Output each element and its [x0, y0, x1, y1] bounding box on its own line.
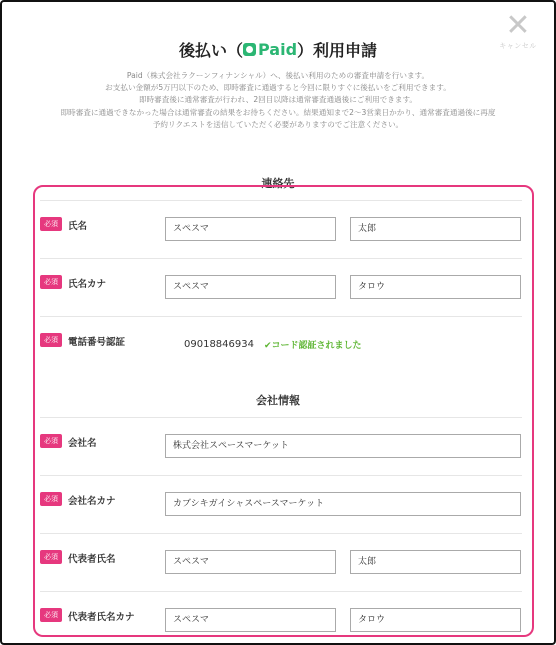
- form-row-name-kana: [40, 258, 522, 316]
- title-prefix: 後払い（: [178, 41, 243, 60]
- title-suffix: ）利用申請: [297, 41, 378, 60]
- form-row-phone: [40, 316, 522, 374]
- rep-last-name-input[interactable]: スペスマ: [165, 550, 336, 574]
- section-title-company: 会社情報: [256, 394, 300, 407]
- intro-line: 予約リクエストを送信していただく必要がありますのでご注意ください。: [152, 119, 404, 129]
- first-name-kana-input[interactable]: タロウ: [350, 275, 521, 299]
- field-label: 電話番号認証: [68, 337, 126, 348]
- company-kana-input[interactable]: カブシキガイシャスペースマーケット: [165, 492, 521, 516]
- form-row-rep-name: [40, 533, 522, 591]
- intro-line: お支払い金額が5万円以下のため、即時審査に通過すると今回に限りすぐに後払いをご利用できます。: [105, 83, 451, 93]
- phone-number: 09018846934: [184, 339, 254, 350]
- cancel-label: キャンセル: [499, 42, 537, 50]
- form-row-rep-kana: [40, 591, 522, 645]
- required-badge: 必須: [40, 217, 62, 231]
- paid-logo: [243, 40, 297, 59]
- required-badge: 必須: [40, 434, 62, 448]
- page-title: [2, 38, 554, 61]
- field-label: 代表者氏名: [68, 554, 116, 565]
- intro-text: [2, 70, 554, 131]
- last-name-kana-input[interactable]: スペスマ: [165, 275, 336, 299]
- section-title-contact: 連絡先: [261, 177, 295, 190]
- paid-brand-text: Paid: [257, 40, 298, 59]
- field-label: 会社名: [68, 438, 97, 449]
- paid-logo-icon: [243, 43, 256, 56]
- intro-line: 即時審査に通過できなかった場合は通常審査の結果をお待ちください。結果通知まで2〜3営業日かかり、通常審査通過後に再度: [60, 107, 496, 117]
- required-badge: 必須: [40, 550, 62, 564]
- verification-status: ✔コード認証されました: [264, 341, 362, 351]
- required-badge: 必須: [40, 333, 62, 347]
- field-label: 代表者氏名カナ: [68, 612, 135, 623]
- required-badge: 必須: [40, 275, 62, 289]
- form-row-company-name: [40, 417, 522, 475]
- form-row-company-kana: [40, 475, 522, 533]
- last-name-input[interactable]: スペスマ: [165, 217, 336, 241]
- close-x-icon[interactable]: ✕: [505, 8, 531, 43]
- first-name-input[interactable]: 太郎: [350, 217, 521, 241]
- intro-line: 即時審査後に通常審査が行われ、2回目以降は通常審査通過後にご利用できます。: [138, 95, 418, 105]
- field-label: 氏名カナ: [68, 279, 107, 290]
- form-row-name: [40, 200, 522, 258]
- field-label: 氏名: [68, 221, 88, 232]
- intro-line: Paid（株式会社ラクーンフィナンシャル）へ、後払い利用のための審査申請を行います。: [126, 71, 430, 80]
- company-name-input[interactable]: 株式会社スペースマーケット: [165, 434, 521, 458]
- required-badge: 必須: [40, 608, 62, 622]
- rep-last-name-kana-input[interactable]: スペスマ: [165, 608, 336, 632]
- rep-first-name-input[interactable]: 太郎: [350, 550, 521, 574]
- field-label: 会社名カナ: [68, 496, 116, 507]
- required-badge: 必須: [40, 492, 62, 506]
- rep-first-name-kana-input[interactable]: タロウ: [350, 608, 521, 632]
